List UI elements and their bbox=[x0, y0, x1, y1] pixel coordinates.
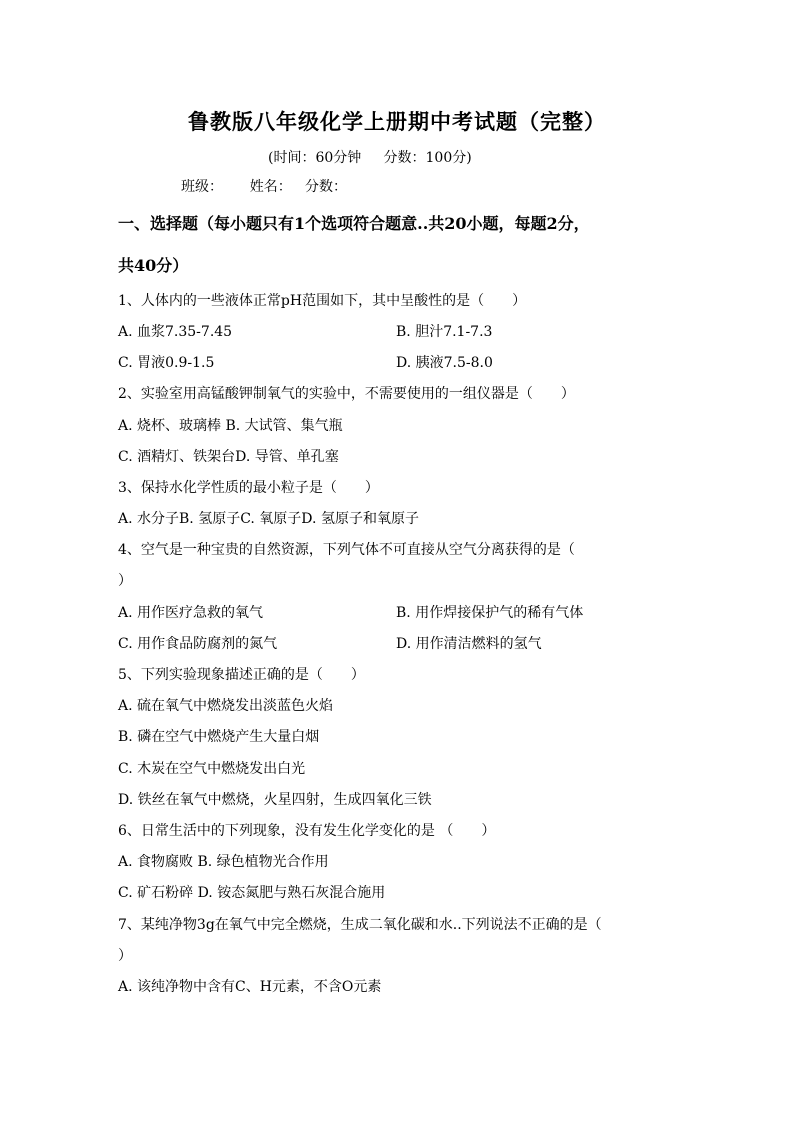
question-stem: 1、人体内的一些液体正常pH范围如下，其中呈酸性的是（ ） bbox=[118, 293, 527, 309]
option: D. 铁丝在氧气中燃烧，火星四射，生成四氧化三铁 bbox=[118, 792, 432, 808]
option: A. 烧杯、玻璃棒 B. 大试管、集气瓶 bbox=[118, 418, 343, 434]
option: A. 硫在氧气中燃烧发出淡蓝色火焰 bbox=[118, 698, 334, 714]
option: C. 木炭在空气中燃烧发出白光 bbox=[118, 761, 306, 777]
page-title: 鲁教版八年级化学上册期中考试题（完整） bbox=[188, 109, 606, 134]
section-heading: 一、选择题（每小题只有1个选项符合题意..共20小题，每题2分， bbox=[118, 214, 590, 233]
section-heading-cont: 共40分） bbox=[118, 256, 189, 275]
option: D. 胰液7.5-8.0 bbox=[396, 355, 493, 371]
option: A. 用作医疗急救的氧气 bbox=[118, 605, 264, 621]
option: C. 胃液0.9-1.5 bbox=[118, 355, 215, 371]
question-stem: 2、实验室用高锰酸钾制氧气的实验中，不需要使用的一组仪器是（ ） bbox=[118, 386, 575, 402]
exam-time-score: (时间：60分钟 分数：100分) bbox=[268, 150, 472, 166]
option: A. 食物腐败 B. 绿色植物光合作用 bbox=[118, 854, 329, 870]
question-stem: 4、空气是一种宝贵的自然资源，下列气体不可直接从空气分离获得的是（ bbox=[118, 542, 575, 558]
question-stem: 5、下列实验现象描述正确的是（ ） bbox=[118, 667, 365, 683]
option: C. 矿石粉碎 D. 铵态氮肥与熟石灰混合施用 bbox=[118, 885, 386, 901]
question-stem: 6、日常生活中的下列现象，没有发生化学变化的是 （ ） bbox=[118, 823, 496, 839]
option: B. 磷在空气中燃烧产生大量白烟 bbox=[118, 729, 320, 745]
question-stem: 7、某纯净物3g在氧气中完全燃烧，生成二氧化碳和水..下列说法不正确的是（ bbox=[118, 917, 602, 933]
question-stem-cont: ） bbox=[118, 573, 132, 589]
option: A. 水分子B. 氢原子C. 氧原子D. 氢原子和氧原子 bbox=[118, 511, 419, 527]
option: A. 血浆7.35-7.45 bbox=[118, 324, 233, 340]
option: B. 胆汁7.1-7.3 bbox=[396, 324, 493, 340]
option: D. 用作清洁燃料的氢气 bbox=[396, 636, 542, 652]
option: A. 该纯净物中含有C、H元素，不含O元素 bbox=[118, 979, 382, 995]
student-info-line: 班级： 姓名： 分数： bbox=[181, 179, 348, 195]
option: B. 用作焊接保护气的稀有气体 bbox=[396, 605, 584, 621]
option: C. 酒精灯、铁架台D. 导管、单孔塞 bbox=[118, 449, 339, 465]
question-stem: 3、保持水化学性质的最小粒子是（ ） bbox=[118, 480, 379, 496]
question-stem-cont: ） bbox=[118, 948, 132, 964]
option: C. 用作食品防腐剂的氮气 bbox=[118, 636, 278, 652]
